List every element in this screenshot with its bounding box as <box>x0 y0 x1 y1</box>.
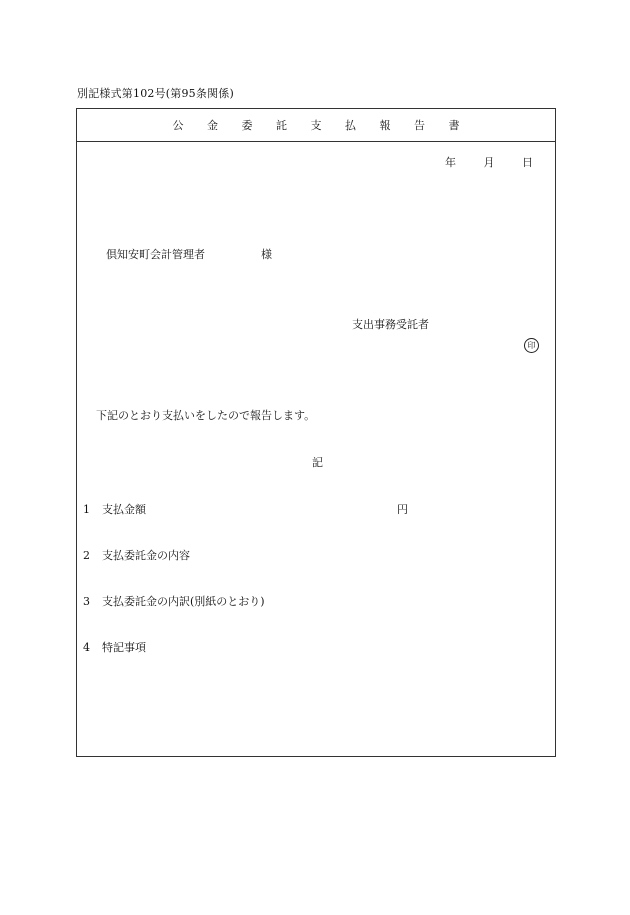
seal-mark: 印 <box>524 338 539 353</box>
item-label: 特記事項 <box>102 641 146 654</box>
item-special-notes <box>83 639 146 655</box>
date-year: 年 <box>445 156 456 169</box>
date-line <box>445 154 533 170</box>
form-title: 公 金 委 託 支 払 報 告 書 <box>172 119 470 132</box>
ki-heading: 記 <box>312 456 323 469</box>
item-label: 支払委託金の内訳(別紙のとおり) <box>102 595 265 608</box>
report-form-frame <box>76 108 556 757</box>
body-text: 下記のとおり支払いをしたので報告します。 <box>96 409 316 422</box>
date-month: 月 <box>483 156 495 169</box>
date-day: 日 <box>522 156 533 169</box>
trustee-label: 支出事務受託者 <box>352 318 429 331</box>
item-payment-breakdown <box>83 593 265 609</box>
addressee-name: 倶知安町会計管理者 <box>106 248 205 261</box>
item-number: 1 <box>83 503 90 516</box>
form-number: 別記様式第102号(第95条関係) <box>77 87 234 100</box>
item-label: 支払金額 <box>102 503 146 516</box>
item-number: 4 <box>83 641 90 654</box>
item-label: 支払委託金の内容 <box>102 549 190 562</box>
item-payment-amount <box>83 501 146 517</box>
item-payment-content <box>83 547 190 563</box>
item-number: 2 <box>83 549 90 562</box>
yen-unit: 円 <box>397 503 408 516</box>
title-row <box>77 109 555 142</box>
addressee-honorific: 様 <box>261 248 272 261</box>
item-number: 3 <box>83 595 90 608</box>
